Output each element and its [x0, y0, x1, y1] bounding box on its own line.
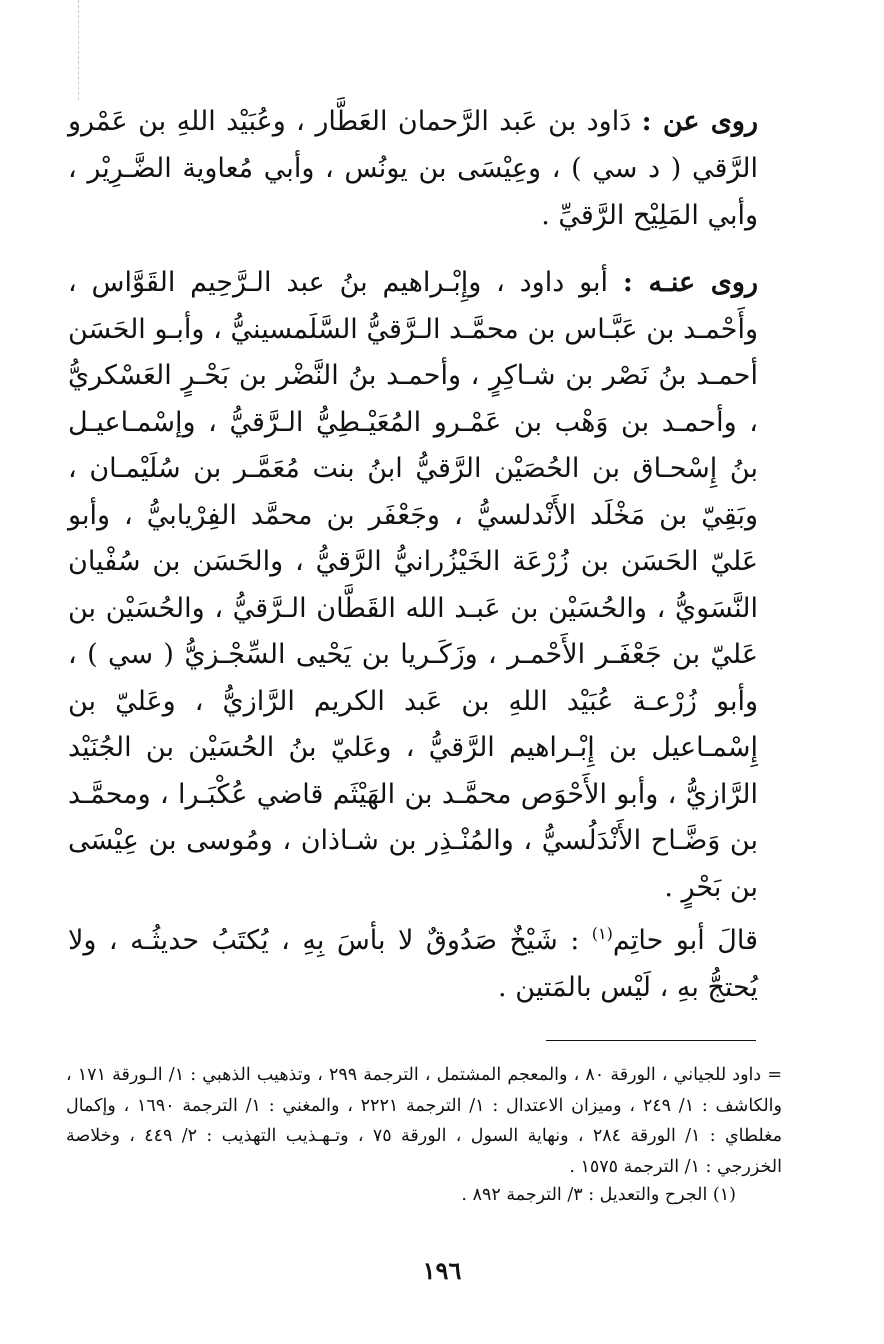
- page-number: ١٩٦: [422, 1256, 462, 1285]
- footnote-reference: (١): [591, 924, 613, 943]
- paragraph-body-continued: : شَيْخٌ صَدُوقٌ لا بأسَ بِهِ ، يُكتَبُ حديثُـه ، ولا يُحتجُّ بهِ ، لَيْس بالمَتين .: [68, 925, 758, 1003]
- footnote-separator: [546, 1040, 756, 1041]
- binding-margin-line: [78, 0, 79, 100]
- paragraph-text: [68, 910, 758, 1011]
- footnote-continuation: = داود للجياني ، الورقة ٨٠ ، والمعجم المشتمل ، الترجمة ٢٩٩ ، وتذهيب الذهبي : ١/ الـورقة ١٧١ ، والكاشف : ١/ ٢٤٩ ، وميزان الاعتدال : ١/ الترجمة ٢٢٢١ ، والمغني : ١/ الترجمة ١٦٩٠ ، وإكمال مغلطاي : ١/ الورقة ٢٨٤ ، ونهاية السول ، الورقة ٧٥ ، وتـهـذيب التهذيب : ٢/ ٤٤٩ ، وخلاصة الخزرجي : ١/ الترجمة ١٥٧٥ .: [66, 1065, 782, 1177]
- footnote-1: (١) الجرح والتعديل : ٣/ الترجمة ٨٩٢ .: [461, 1185, 736, 1205]
- paragraph-narrated-by: [68, 260, 758, 911]
- footnotes: [66, 1060, 782, 1211]
- paragraph-body: أبو داود ، وإِبْـراهيم بنُ عبد الـرَّحِيم القَوَّاس ، وأَحْمـد بن عَبَّـاس بن محمَّـد الـرَّقيُّ السَّلَمسينيُّ ، وأبـو الحَسَن أحمـد بنُ نَصْر بن شـاكِرٍ ، وأحمـد بنُ النَّضْر بن بَحْـرٍ العَسْكريُّ ، وأحمـد بن وَهْب بن عَمْـرو المُعَيْـطِيُّ الـرَّقيُّ ، وإسْمـاعيـل بنُ إِسْحـاق بن الحُصَيْن الرَّقيُّ ابنُ بنت مُعَمَّـر بن سُلَيْمـان ، وبَقِيّ بن مَخْلَد الأَنْدلسيُّ ، وجَعْفَر بن محمَّد الفِرْيابيُّ ، وأبو عَليّ الحَسَن بن زُرْعَة الخَيْزُرانيُّ الرَّقيُّ ، والحَسَن بن سُفْيان النَّسَويُّ ، والحُسَيْن بن عَبـد الله القَطَّان الـرَّقيُّ ، والحُسَيْن بن عَليّ بن جَعْفَـر الأَحْمـر ، وزَكَـريا بن يَحْيى السِّجْـزيُّ ( سي ) ، وأبو زُرْعـة عُبَيْد اللهِ بن عَبد الكريم الرَّازيُّ ، وعَليّ بن إِسْمـاعيل بن إِبْـراهيم الرَّقيُّ ، وعَليّ بنُ الحُسَيْن بن الجُنَيْد الرَّازيُّ ، وأبو الأَحْوَص محمَّـد بن الهَيْثَم قاضي عُكْبَـرا ، ومحمَّـد بن وَضَّـاح الأَنْدَلُسيُّ ، والمُنْـذِر بن شـاذان ، ومُوسى بن عِيْسَى بن بَحْرٍ .: [68, 267, 758, 903]
- paragraph-lead: روى عنـه :: [622, 267, 759, 298]
- paragraph-body: دَاود بن عَبد الرَّحمان العَطَّار ، وعُبَيْد اللهِ بن عَمْرو الرَّقي ( د سي ) ، وعِيْسَى بن يونُس ، وأبي مُعاوية الضَّـرِيْر ، وأبي المَلِيْح الرَّقيِّ .: [68, 106, 758, 231]
- paragraph-narrated-from: [68, 98, 758, 239]
- paragraph-text: [68, 98, 758, 239]
- paragraph-abu-hatim: [68, 910, 758, 1011]
- paragraph-lead: روى عن :: [641, 106, 758, 137]
- paragraph-body: قالَ أبو حاتِم: [612, 925, 758, 956]
- paragraph-text: [68, 260, 758, 911]
